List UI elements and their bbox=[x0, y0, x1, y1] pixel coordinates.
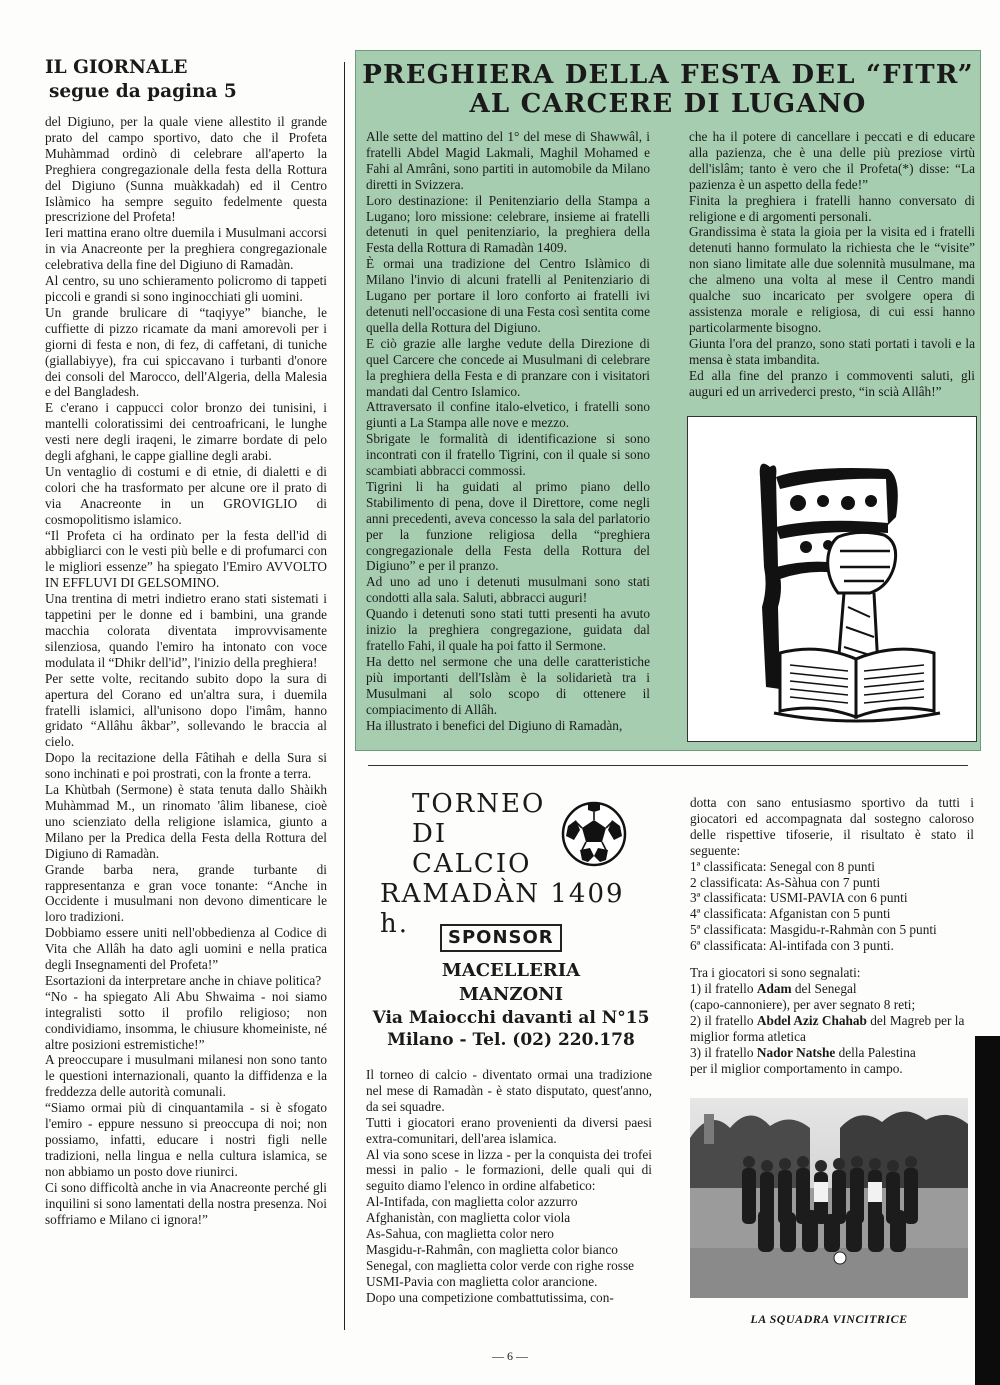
left-article-paragraph: “Il Profeta ci ha ordinato per la festa dell'id di abbigliarci con le vesti più belle e di profumarci con le migliori essenze” ha spiegato l'Emiro AVVOLTO IN EFFLUVI DI GELSOMINO. bbox=[45, 527, 327, 591]
sponsor-name bbox=[365, 959, 657, 1007]
left-article-paragraph: Esortazioni da interpretare anche in chiave politica? bbox=[45, 972, 322, 988]
player-text: della Palestina bbox=[835, 1044, 916, 1060]
winning-team-photo bbox=[690, 1098, 968, 1298]
sponsor-name-line1: MACELLERIA bbox=[441, 960, 581, 981]
player-text: (capo-cannoniere), per aver segnato 8 reti; bbox=[690, 996, 916, 1012]
sponsor-contact bbox=[365, 1007, 657, 1051]
prayer-article-paragraph: Sbrigate le formalità di identificazione si sono incontrati con il fratello Tigrini, con il quale si sono scambiati abbracci commossi. bbox=[366, 431, 650, 479]
left-heading: IL GIORNALE bbox=[45, 57, 188, 78]
section-divider bbox=[368, 765, 968, 766]
player-text: del Senegal bbox=[791, 980, 857, 996]
standings-list bbox=[690, 859, 974, 954]
standing-row: 6ª classificata: Al-intifada con 3 punti. bbox=[690, 938, 894, 954]
player-text: 3) il fratello bbox=[690, 1044, 757, 1060]
football-title-line: CALCIO bbox=[412, 849, 532, 879]
standing-row: 4ª classificata: Afganistan con 5 punti bbox=[690, 906, 891, 922]
prayer-article-paragraph: E ciò grazie alle larghe vedute della Direzione di quel Carcere che concede ai Musulmani di celebrare la preghiera della Festa e di pranzare con i visitatori mandati dal Centro Islamico. bbox=[366, 335, 650, 399]
player-name: Adam bbox=[756, 980, 792, 996]
prayer-article-paragraph: Ha illustrato i benefici del Digiuno di Ramadàn, bbox=[366, 717, 623, 733]
left-article-body bbox=[45, 114, 327, 1227]
prayer-article-paragraph: Quando i detenuti sono stati tutti presenti ha avuto inizio la preghiera congregazione, guidata dal fratello Fahi, il quale ha poi fatto il Sermone. bbox=[366, 606, 650, 653]
prayer-article-paragraph: Finita la preghiera i fratelli hanno conversato di religione e di argomenti personali. bbox=[689, 192, 975, 224]
football-title-line: DI bbox=[412, 819, 448, 849]
left-article-paragraph: Grande barba nera, grande turbante di rappresentanza e gran voce tonante: “Anche in Occidente i musulmani non devono dimenticare le loro tradizioni. bbox=[45, 861, 327, 925]
prayer-article-title bbox=[356, 61, 980, 119]
prayer-article-paragraph: È ormai una tradizione del Centro Islàmico di Milano l'invio di alcuni fratelli al Penitenziario di Lugano per portare il loro conforto ai fratelli ivi detenuti nell'occasione di una Festa così sentita come quella della Rottura del Digiuno. bbox=[366, 256, 650, 335]
football-article-paragraph: As-Sahua, con maglietta color nero bbox=[366, 1226, 554, 1242]
prayer-title-line1: PREGHIERA DELLA FESTA DEL “FITR” bbox=[362, 60, 974, 90]
left-article-paragraph: “No - ha spiegato Ali Abu Shwaima - noi siamo integralisti sotto il profilo religioso; non condividiamo, insomma, le chiusure khomeiniste, né altre posizioni estremistiche!” bbox=[45, 988, 327, 1052]
left-subheading: segue da pagina 5 bbox=[49, 81, 237, 102]
prayer-article-column-2 bbox=[689, 129, 975, 399]
player-name: Nador Natshe bbox=[756, 1044, 836, 1060]
left-article-paragraph: Una trentina di metri indietro erano stati sistemati i tappetini per le donne ed i bambini, una grande macchia colorata diventata improvvisamente silenziosa, quando l'emiro ha intonato con voce modulata il “Dhikr dell'id”, l'inizio della preghiera! bbox=[45, 591, 327, 670]
football-results-intro: dotta con sano entusiasmo sportivo da tutti i giocatori ed accompagnata dal sostegno caloroso delle rispettive tifoserie, il risultato è stato il seguente: bbox=[690, 795, 974, 858]
left-article-paragraph: Dopo la recitazione della Fâtihah e della Sura si sono inchinati e poi prostrati, con la fronte a terra. bbox=[45, 750, 327, 782]
sponsor-label: SPONSOR bbox=[440, 924, 562, 952]
prayer-article-paragraph: Ad uno ad uno i detenuti musulmani sono stati condotti alla sala. Saluti, abbracci auguri! bbox=[366, 574, 650, 606]
prayer-article-paragraph: Alle sette del mattino del 1° del mese di Shawwâl, i fratelli Abdel Magid Lakmali, Maghil Mohamed e Fahi al Amrâni, sono partiti in automobile da Milano diretti in Svizzera. bbox=[366, 129, 650, 192]
players-list bbox=[690, 981, 974, 1076]
player-text: 2) il fratello bbox=[690, 1012, 757, 1028]
football-article-paragraph: Afghanistàn, con maglietta color viola bbox=[366, 1210, 571, 1226]
football-article-column-2 bbox=[690, 795, 974, 1076]
prayer-article-box bbox=[355, 50, 981, 751]
left-article-paragraph: “Siamo ormai più di cinquantamila - si è sfogato l'emiro - eppure nessuno si preoccupa di noi; non possiamo, infatti, educare i nostri figli nelle tradizioni, nella lingua e nella cultura islamica, se non abbiamo un posto dove riunirci. bbox=[45, 1100, 327, 1179]
prayer-title-line2: AL CARCERE DI LUGANO bbox=[469, 89, 867, 119]
football-article-paragraph: USMI-Pavia con maglietta color arancione. bbox=[366, 1273, 598, 1289]
football-article-paragraph: Tutti i giocatori erano provenienti da diversi paesi extra-comunitari, dell'area islamica. bbox=[366, 1114, 652, 1146]
prayer-article-paragraph: che ha il potere di cancellare i peccati e di educare alla pazienza, che è una delle più preziose virtù dell'islâm; tanto è vero che il Profeta(*) disse: “La pazienza è un aspetto della fede!” bbox=[689, 129, 975, 192]
prayer-article-paragraph: Tigrini li ha guidati al primo piano dello Stabilimento di pena, dove il Direttore, come negli anni precedenti, aveva concesso la sala del parlatorio per la funzione religiosa della “preghiera congregazionale della Festa della Rottura del Digiuno” e per il pranzo. bbox=[366, 478, 650, 574]
prayer-article-paragraph: Ha detto nel sermone che una delle caratteristiche più importanti dell'Islàm è la solidarietà tra i Musulmani al solo scopo di ottenere il compiacimento di Allâh. bbox=[366, 653, 650, 717]
player-entry bbox=[690, 997, 974, 1013]
left-article-paragraph: del Digiuno, per la quale viene allestito il grande prato del campo sportivo, dato che il Profeta Muhàmmad ordinò di celebrare all'aperto la Preghiera congregazionale della festa della Rottura del Digiuno (Sunna muàkkadah) ed il Centro Islàmico ha sempre seguito fedelmente questa prescrizione del Profeta! bbox=[45, 114, 327, 225]
player-entry bbox=[690, 1013, 974, 1045]
left-article-paragraph: Un ventaglio di costumi e di etnie, di dialetti e di colori che ha trasformato per alcune ore il prato di via Anacreonte in un GROVIGLIO di cosmopolitismo islamico. bbox=[45, 463, 327, 527]
player-text: 1) il fratello bbox=[690, 980, 757, 996]
left-article-paragraph: La Khùtbah (Sermone) è stata tenuta dallo Shàikh Muhàmmad M., un rinomato 'âlim libanese, cioè uno scienziato della religione islamica, giunto a Milano per la Predica della Festa della Rottura del Digiuno di Ramadàn. bbox=[45, 782, 327, 861]
left-article-paragraph: Dobbiamo essere uniti nell'obbedienza al Codice di Vita che Allâh ha dato agli uomini e nella pratica degli Insegnamenti del Profeta!” bbox=[45, 925, 327, 973]
sponsor-address: Via Maiocchi davanti al N°15 bbox=[372, 1008, 650, 1028]
players-intro: Tra i giocatori si sono segnalati: bbox=[690, 965, 861, 981]
prayer-article-paragraph: Giunta l'ora del pranzo, sono stati portati i tavoli e la mensa è stata imbandita. bbox=[689, 335, 975, 367]
binding-edge bbox=[975, 1036, 1000, 1385]
player-entry bbox=[690, 981, 974, 997]
left-article-paragraph: Per sette volte, recitando subito dopo la sura di apertura del Corano ed un'altra sura, i duemila fratelli islamici, all'unisono dopo l'imâm, hanno gridato “Allâhu âkbar”, sollevando le braccia al cielo. bbox=[45, 670, 327, 750]
prison-illustration bbox=[687, 416, 977, 742]
left-article-paragraph: Al centro, su uno schieramento policromo di tappeti piccoli e grandi si sono inginocchiati gli uomini. bbox=[45, 273, 327, 304]
standing-row: 1ª classificata: Senegal con 8 punti bbox=[690, 858, 875, 874]
left-article-paragraph: Ieri mattina erano oltre duemila i Musulmani accorsi in via Anacreonte per la preghiera congregazionale celebrativa della fine del Digiuno di Ramadàn. bbox=[45, 225, 327, 273]
left-article-paragraph: Ci sono difficoltà anche in via Anacreonte perché gli inquilini si sono lamentati della nostra presenza. Noi soffriamo e Milano ci ignora!” bbox=[45, 1179, 327, 1227]
prayer-article-paragraph: Ed alla fine del pranzo i commoventi saluti, gli auguri ed un arrivederci presto, “in scià Allâh!” bbox=[689, 367, 975, 399]
player-entry bbox=[690, 1045, 974, 1061]
left-article-paragraph: A preoccupare i musulmani milanesi non sono tanto le questioni internazionali, quanto la diffidenza e la freddezza delle autorità comunali. bbox=[45, 1052, 327, 1100]
left-article bbox=[45, 56, 327, 1227]
football-article-paragraph: Al-Intifada, con maglietta color azzurro bbox=[366, 1194, 578, 1210]
football-article-paragraph: Senegal, con maglietta color verde con righe rosse bbox=[366, 1257, 635, 1273]
photo-caption: LA SQUADRA VINCITRICE bbox=[750, 1312, 908, 1326]
left-article-paragraph: E c'erano i cappucci color bronzo dei tunisini, i mantelli coloratissimi dei centroafricani, le lunghe vesti nere degli iraqeni, le zimarre bordate di pelo degli afghani, le cappe gialline degli arabi. bbox=[45, 400, 327, 464]
standing-row: 2 classificata: As-Sàhua con 7 punti bbox=[690, 874, 881, 890]
standing-row: 5ª classificata: Masgidu-r-Rahmàn con 5 punti bbox=[690, 922, 937, 938]
player-text: del Magreb per la miglior forma atletica bbox=[690, 1012, 965, 1044]
prayer-article-paragraph: Attraversato il confine italo-elvetico, i fratelli sono giunti a La Stampa alle nove e mezzo. bbox=[366, 399, 650, 431]
football-title-line: TORNEO bbox=[412, 789, 546, 819]
football-article-paragraph: Dopo una competizione combattutissima, con- bbox=[366, 1289, 614, 1305]
football-article-column-1 bbox=[366, 1067, 652, 1306]
prayer-article-paragraph: Loro destinazione: il Penitenziario della Stampa a Lugano; loro missione: celebrare, insieme ai fratelli detenuti in quel penitenziario, la preghiera della Festa della Rottura di Ramadàn 1409. bbox=[366, 192, 650, 256]
page-number: — 6 — bbox=[492, 1349, 528, 1363]
column-divider bbox=[344, 62, 345, 1330]
prayer-article-column-1 bbox=[366, 129, 650, 733]
football-article-paragraph: Al via sono scese in lizza - per la conquista dei trofei messi in palio - le formazioni, delle quali qui di seguito diamo l'elenco in ordine alfabetico: bbox=[366, 1146, 652, 1194]
left-article-paragraph: Un grande brulicare di “taqiyye” bianche, le cuffiette di pizzo ricamate da mani amorevoli per i giorni di festa e non, di fez, di caffetani, di tuniche (giallabiyye), fra cui spiccavano i turbanti d'onore dei consoli del Marocco, dell'Algeria, della Malesia e del Bangladesh. bbox=[45, 304, 327, 400]
player-name: Abdel Aziz Chahab bbox=[756, 1012, 867, 1028]
standing-row: 3ª classificata: USMI-PAVIA con 6 punti bbox=[690, 890, 908, 906]
sponsor-name-line2: MANZONI bbox=[458, 984, 564, 1005]
football-article-paragraph: Masgidu-r-Rahmân, con maglietta color bianco bbox=[366, 1241, 618, 1257]
sponsor-phone: Milano - Tel. (02) 220.178 bbox=[387, 1030, 635, 1050]
soccer-ball-icon bbox=[560, 800, 628, 868]
player-text: per il miglior comportamento in campo. bbox=[690, 1060, 903, 1076]
prayer-article-paragraph: Grandissima è stata la gioia per la visita ed i fratelli detenuti hanno formulato la richiesta che le “visite” non siano limitate alle due solennità musulmane, ma che almeno una volta al mese il Centro mandi qualche suo incaricato per svolgere opera di assistenza morale e religiosa, di cui essi hanno particolarmente bisogno. bbox=[689, 224, 975, 335]
player-entry bbox=[690, 1061, 974, 1077]
football-title-line: RAMADÀN 1409 h. bbox=[380, 879, 625, 939]
football-article-paragraph: Il torneo di calcio - diventato ormai una tradizione nel mese di Ramadàn - è stato disputato, quest'anno, da sei squadre. bbox=[366, 1067, 652, 1114]
